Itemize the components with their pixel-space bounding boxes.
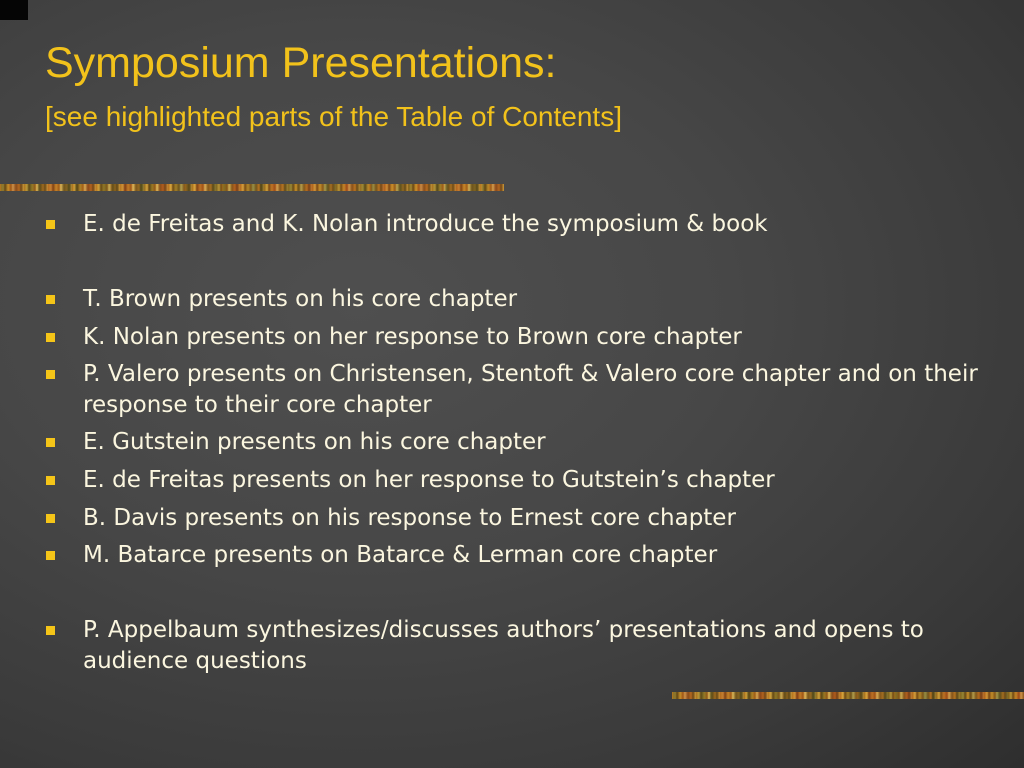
decorative-texture-bar-bottom bbox=[672, 692, 1024, 699]
slide-subtitle: [see highlighted parts of the Table of Contents] bbox=[45, 101, 622, 132]
square-bullet-icon bbox=[46, 370, 55, 379]
bullet-text: B. Davis presents on his response to Ernest core chapter bbox=[83, 505, 736, 531]
bullet-text: T. Brown presents on his core chapter bbox=[83, 286, 518, 312]
bullet-text: E. de Freitas and K. Nolan introduce the symposium & book bbox=[83, 211, 768, 237]
bullet-text: P. Appelbaum synthesizes/discusses authors’ presentations and opens to audience questions bbox=[83, 617, 924, 674]
square-bullet-icon bbox=[46, 438, 55, 447]
square-bullet-icon bbox=[46, 476, 55, 485]
decorative-texture-bar-top bbox=[0, 184, 504, 191]
bullet-item-intro bbox=[45, 209, 1005, 240]
bullet-item-gutstein bbox=[45, 427, 1005, 458]
bullet-item-batarce bbox=[45, 540, 1005, 571]
bullet-item-appelbaum bbox=[45, 615, 1005, 677]
bullet-text: K. Nolan presents on her response to Brown core chapter bbox=[83, 324, 742, 350]
square-bullet-icon bbox=[46, 514, 55, 523]
corner-mark bbox=[0, 0, 28, 20]
bullet-item-nolan bbox=[45, 322, 1005, 353]
square-bullet-icon bbox=[46, 551, 55, 560]
bullet-item-valero bbox=[45, 359, 1005, 421]
slide-title: Symposium Presentations: bbox=[45, 39, 557, 87]
bullet-item-davis bbox=[45, 503, 1005, 534]
bullet-item-defreitas-response bbox=[45, 465, 1005, 496]
square-bullet-icon bbox=[46, 220, 55, 229]
bullet-item-brown bbox=[45, 284, 1005, 315]
square-bullet-icon bbox=[46, 626, 55, 635]
bullet-text: E. Gutstein presents on his core chapter bbox=[83, 429, 546, 455]
bullet-text: E. de Freitas presents on her response to Gutstein’s chapter bbox=[83, 467, 775, 493]
bullet-text: M. Batarce presents on Batarce & Lerman core chapter bbox=[83, 542, 718, 568]
square-bullet-icon bbox=[46, 333, 55, 342]
bullet-text: P. Valero presents on Christensen, Stentoft & Valero core chapter and on their response to their core chapter bbox=[83, 361, 978, 418]
square-bullet-icon bbox=[46, 295, 55, 304]
